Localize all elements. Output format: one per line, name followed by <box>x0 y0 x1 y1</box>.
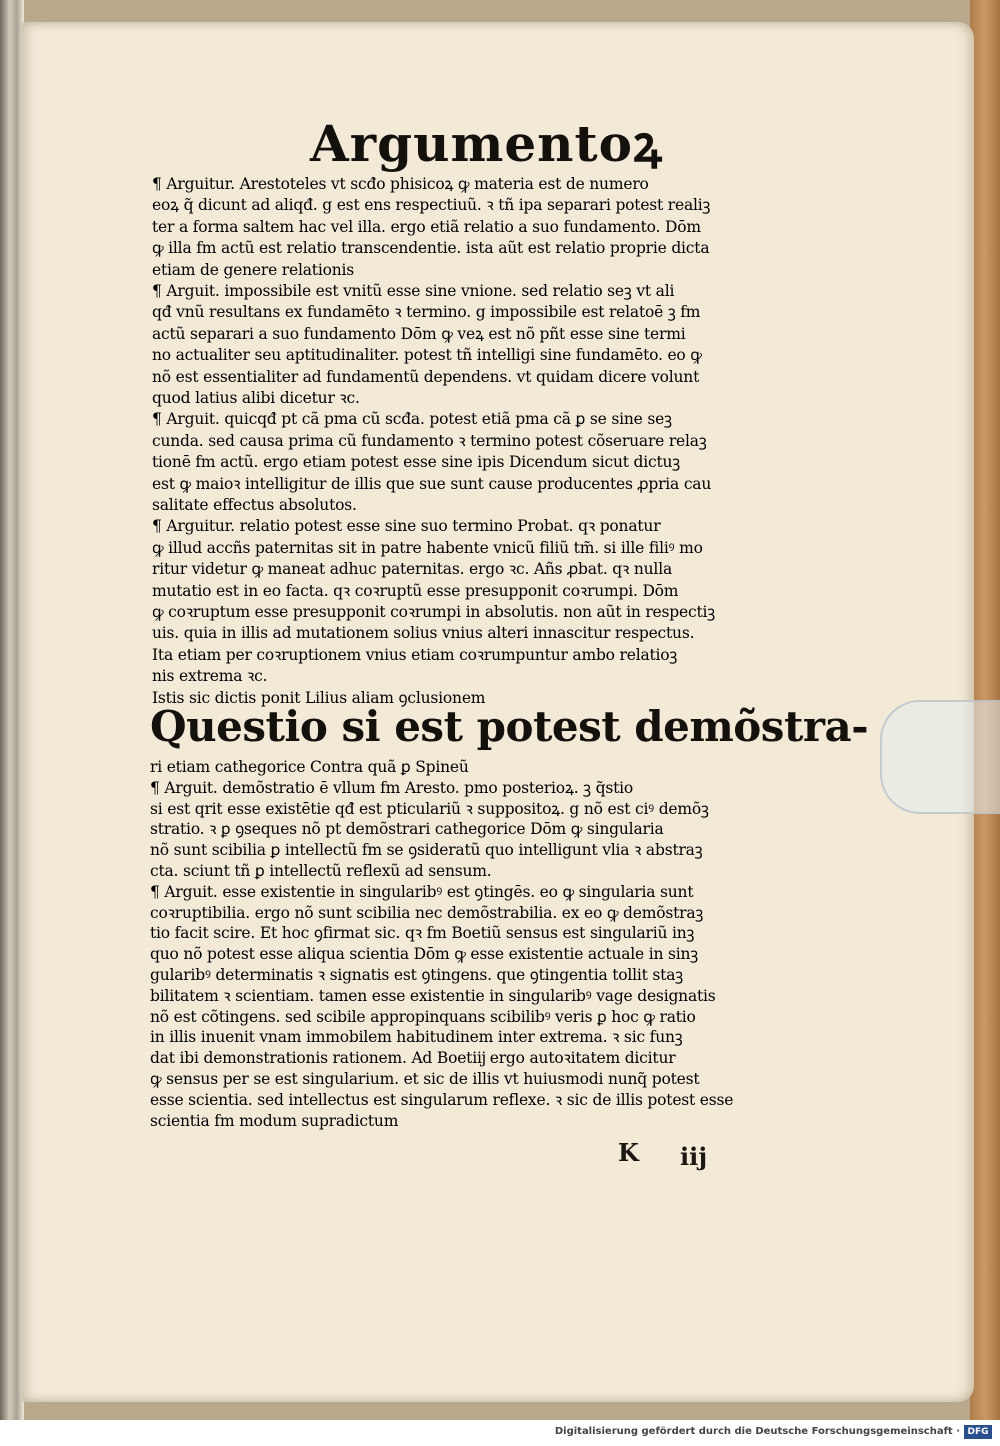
text-line: ¶ Arguit. esse existentie in singularibꝰ est ꝯtingēs. eo ꝙ singularia sunt <box>150 882 694 901</box>
text-line: tionē fm actũ. ergo etiam potest esse sine ipis Dicendum sicut dictuꝫ <box>152 453 680 472</box>
text-line: actũ separari a suo fundamento Dōm ꝙ veꝝ est nõ pñt esse sine termi <box>152 324 686 343</box>
signature-mark: K <box>618 1138 639 1167</box>
text-line: nõ sunt scibilia ꝑ intellectũ fm se ꝯsideratũ quo intelligunt vlia ꝛ abstraꝫ <box>150 841 703 860</box>
text-line: nõ est essentialiter ad fundamentũ dependens. vt quidam dicere volunt <box>152 367 700 386</box>
text-line: cta. sciunt tñ ꝑ intellectũ reflexũ ad sensum. <box>150 862 492 880</box>
dfg-logo: DFG <box>964 1425 992 1439</box>
text-line: si est qrit esse existētie qđ est pticulariũ ꝛ suppositoꝝ. g nõ est ciꝰ demõꝫ <box>150 799 709 818</box>
text-line: ꝙ sensus per se est singularium. et sic de illis vt huiusmodi nunq̃ potest <box>150 1070 700 1088</box>
text-line: ꝙ illa fm actũ est relatio transcendentie. ista aũt est relatio proprie dicta <box>152 239 710 258</box>
text-line: etiam de genere relationis <box>152 260 354 279</box>
text-line: ꝙ coꝛruptum esse presupponit coꝛrumpi in absolutis. non aũt in respectiꝫ <box>152 603 715 621</box>
text-line: stratio. ꝛ ꝑ ꝯseques nõ pt demõstrari cathegorice Dōm ꝙ singularia <box>150 820 664 839</box>
text-line: ter a forma saltem hac vel illa. ergo etiã relatio a suo fundamento. Dōm <box>152 217 701 236</box>
text-line: tio facit scire. Et hoc ꝯfirmat sic. qꝛ fm Boetiũ sensus est singulariũ inꝫ <box>150 924 695 943</box>
text-line: quo nõ potest esse aliqua scientia Dōm ꝙ esse existentie actuale in sinꝫ <box>150 945 699 964</box>
text-line: ¶ Arguit. quicqđ pt cã pma cũ scđa. potest etiã pma cã ꝑ se sine seꝫ <box>152 410 672 429</box>
text-line: Ita etiam per coꝛruptionem vnius etiam coꝛrumpuntur ambo relatioꝫ <box>152 645 678 664</box>
text-line: Istis sic dictis ponit Lilius aliam ꝯclusionem <box>152 688 486 707</box>
text-line: esse scientia. sed intellectus est singularum reflexe. ꝛ sic de illis potest esse <box>150 1090 734 1109</box>
question-heading: Questio si est potest demõstra- <box>150 702 869 751</box>
text-line: est ꝙ maioꝛ intelligitur de illis que sue sunt cause producentes ꝓpria cau <box>152 474 712 493</box>
text-line: gularibꝰ determinatis ꝛ signatis est ꝯtingens. que ꝯtingentia tollit staꝫ <box>150 966 683 984</box>
folio-number: iĳ <box>680 1142 708 1171</box>
book-binding <box>0 0 24 1420</box>
text-line: scientia fm modum supradictum <box>150 1111 399 1130</box>
credit-text: Digitalisierung gefördert durch die Deutsche Forschungsgemeinschaft · <box>554 1426 960 1437</box>
plastic-clip <box>880 700 1000 814</box>
text-line: in illis inuenit vnam immobilem habitudinem inter extrema. ꝛ sic funꝫ <box>150 1028 683 1047</box>
page-title: Argumentoꝝ <box>310 114 663 173</box>
text-line: ꝙ illud accñs paternitas sit in patre habente vnicũ filiũ tm̃. si ille filiꝰ mo <box>152 538 703 557</box>
text-line: ri etiam cathegorice Contra quã ꝑ Spineũ <box>150 758 469 776</box>
text-line: dat ibi demonstrationis rationem. Ad Boetiĳ ergo autoꝛitatem dicitur <box>150 1049 676 1068</box>
text-line: salitate effectus absolutos. <box>152 496 357 514</box>
text-line: nõ est cõtingens. sed scibile appropinquans scibilibꝰ veris ꝑ hoc ꝙ ratio <box>150 1007 696 1026</box>
text-line: no actualiter seu aptitudinaliter. potest tñ intelligi sine fundamēto. eo ꝙ <box>152 346 702 365</box>
text-line: ¶ Arguit. demõstratio ē vllum fm Aresto. pmo posterioꝝ. ꝫ q̃stio <box>150 778 633 797</box>
text-line: ¶ Arguitur. relatio potest esse sine suo termino Probat. qꝛ ponatur <box>152 517 661 536</box>
text-line: uis. quia in illis ad mutationem solius vnius alteri innascitur respectus. <box>152 624 695 643</box>
text-line: bilitatem ꝛ scientiam. tamen esse existentie in singularibꝰ vage designatis <box>150 986 716 1005</box>
text-line: mutatio est in eo facta. qꝛ coꝛruptũ esse presupponit coꝛrumpi. Dōm <box>152 581 679 600</box>
text-line: ¶ Arguit. impossibile est vnitũ esse sine vnione. sed relatio seꝫ vt ali <box>152 282 675 300</box>
text-line: cunda. sed causa prima cũ fundamento ꝛ termino potest cõseruare relaꝫ <box>152 431 707 450</box>
text-line: qđ vnũ resultans ex fundamēto ꝛ termino. g impossibile est relatoē ꝫ fm <box>152 303 701 322</box>
text-line: quod latius alibi dicetur ꝛc. <box>152 389 360 407</box>
text-line: coꝛruptibilia. ergo nõ sunt scibilia nec demõstrabilia. ex eo ꝙ demõstraꝫ <box>150 903 704 922</box>
text-line: nis extrema ꝛc. <box>152 667 268 686</box>
text-line: ¶ Arguitur. Arestoteles vt scđo phisicoꝝ ꝙ materia est de numero <box>152 175 649 193</box>
text-line: ritur videtur ꝙ maneat adhuc paternitas. ergo ꝛc. Añs ꝓbat. qꝛ nulla <box>152 560 672 579</box>
text-line: eoꝝ q̃ dicunt ad aliqđ. g est ens respectiuũ. ꝛ tñ ipa separari potest realiꝫ <box>152 196 711 215</box>
